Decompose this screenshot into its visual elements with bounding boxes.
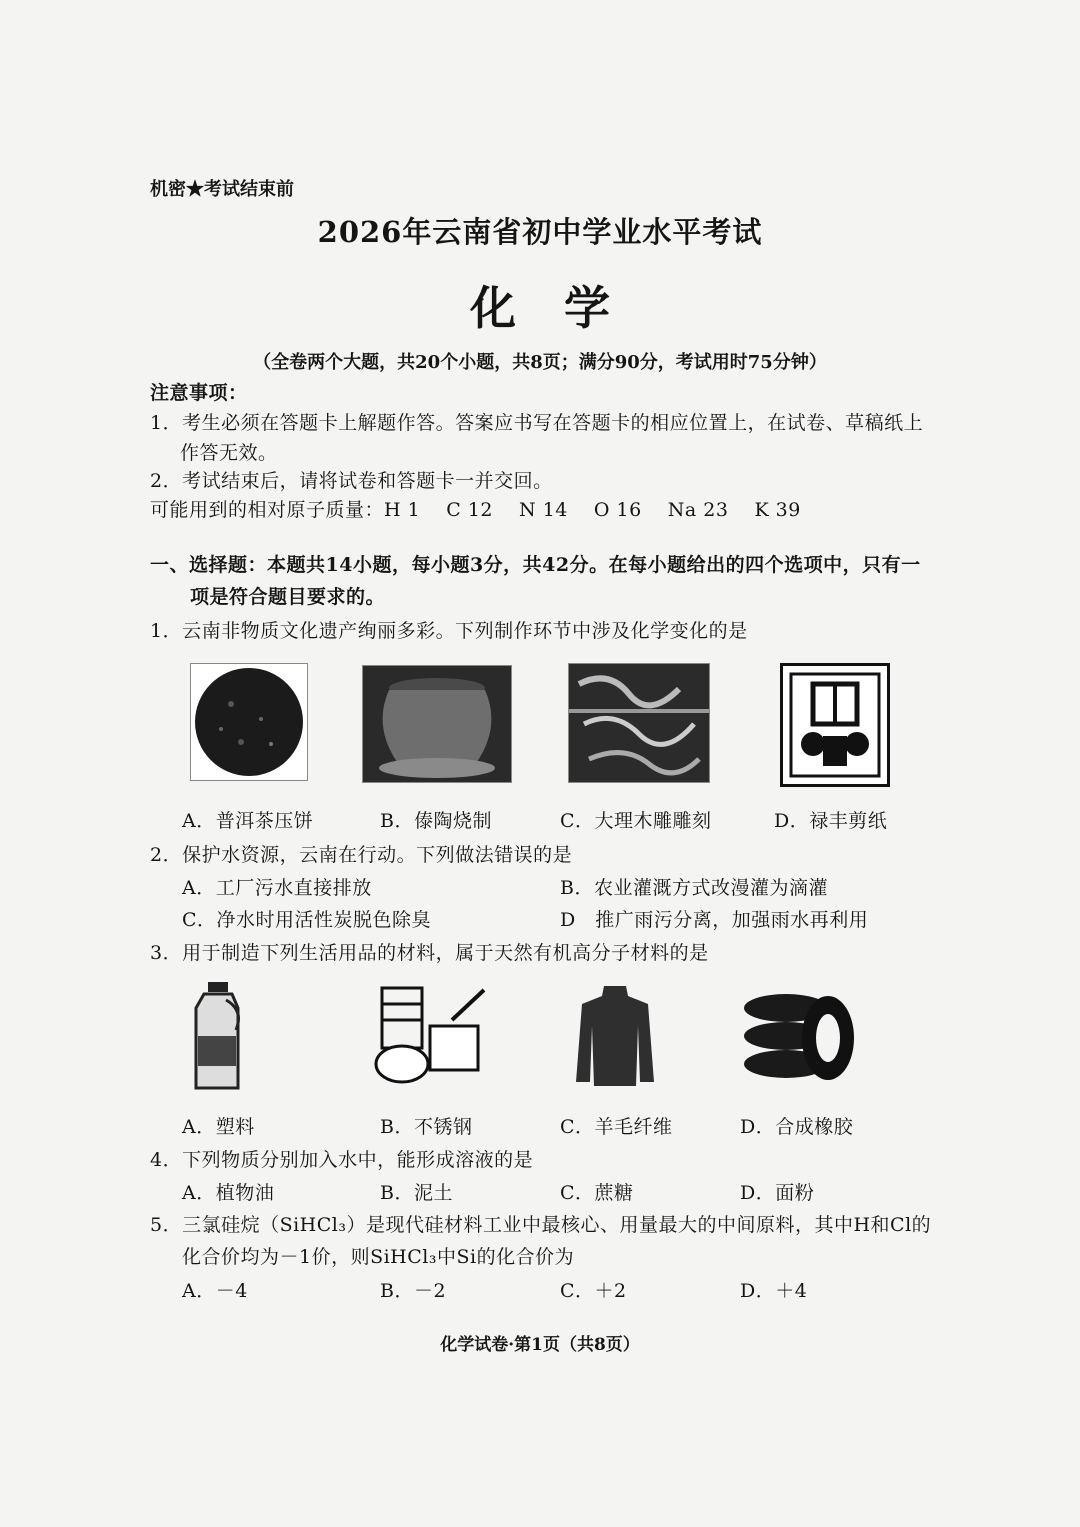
note-item-1: 1．考生必须在答题卡上解题作答。答案应书写在答题卡的相应位置上，在试卷、草稿纸上 bbox=[150, 412, 924, 434]
q1-stem: 1．云南非物质文化遗产绚丽多彩。下列制作环节中涉及化学变化的是 bbox=[150, 620, 748, 642]
q4-stem: 4．下列物质分别加入水中，能形成溶液的是 bbox=[150, 1149, 534, 1171]
q3-option-d: D．合成橡胶 bbox=[740, 1116, 854, 1138]
section-1-heading: 一、选择题：本题共14小题，每小题3分，共42分。在每小题给出的四个选项中，只有一 bbox=[150, 554, 921, 576]
q4-option-c: C．蔗糖 bbox=[560, 1182, 634, 1204]
q2-stem: 2．保护水资源，云南在行动。下列做法错误的是 bbox=[150, 844, 573, 866]
q5-option-b: B．－2 bbox=[380, 1280, 447, 1302]
q1-option-a: A．普洱茶压饼 bbox=[182, 810, 314, 832]
subject-title: 化学 bbox=[470, 281, 658, 335]
q3-option-c: C．羊毛纤维 bbox=[560, 1116, 673, 1138]
paper-cut-icon bbox=[780, 663, 890, 787]
q4-option-b: B．泥土 bbox=[380, 1182, 453, 1204]
q1-option-b: B．傣陶烧制 bbox=[380, 810, 492, 832]
q5-option-c: C．＋2 bbox=[560, 1280, 627, 1302]
exam-title: 2026年云南省初中学业水平考试 bbox=[317, 215, 763, 249]
q2-option-b: B．农业灌溉方式改漫灌为滴灌 bbox=[560, 877, 828, 899]
steel-pots-icon bbox=[372, 980, 488, 1088]
q1-option-c: C．大理木雕雕刻 bbox=[560, 810, 712, 832]
q5-stem: 5．三氯硅烷（SiHCl₃）是现代硅材料工业中最核心、用量最大的中间原料，其中H和Cl的 bbox=[150, 1214, 932, 1236]
q4-option-a: A．植物油 bbox=[182, 1182, 275, 1204]
q5-option-a: A．－4 bbox=[182, 1280, 248, 1302]
dai-pottery-jar-icon bbox=[362, 665, 512, 783]
atomic-masses: 可能用到的相对原子质量：H 1 C 12 N 14 O 16 Na 23 K 39 bbox=[150, 499, 801, 521]
plastic-bottle-icon bbox=[186, 980, 250, 1092]
q5-stem-cont: 化合价均为－1价，则SiHCl₃中Si的化合价为 bbox=[182, 1246, 575, 1268]
q2-option-d: D 推广雨污分离，加强雨水再利用 bbox=[560, 909, 869, 931]
section-1-heading-cont: 项是符合题目要求的。 bbox=[190, 586, 386, 608]
page-footer: 化学试卷·第1页（共8页） bbox=[440, 1335, 640, 1355]
note-item-1-cont: 作答无效。 bbox=[180, 442, 278, 464]
q2-option-c: C．净水时用活性炭脱色除臭 bbox=[182, 909, 432, 931]
wool-sweater-icon bbox=[574, 982, 656, 1088]
q4-option-d: D．面粉 bbox=[740, 1182, 815, 1204]
q2-option-a: A．工厂污水直接排放 bbox=[182, 877, 372, 899]
wood-carving-icon bbox=[568, 663, 710, 783]
notes-heading: 注意事项： bbox=[150, 382, 248, 404]
q3-option-a: A．塑料 bbox=[182, 1116, 255, 1138]
q3-option-b: B．不锈钢 bbox=[380, 1116, 473, 1138]
q3-stem: 3．用于制造下列生活用品的材料，属于天然有机高分子材料的是 bbox=[150, 942, 709, 964]
pu-er-tea-cake-icon bbox=[190, 663, 308, 781]
q1-option-d: D．禄丰剪纸 bbox=[774, 810, 888, 832]
exam-info: （全卷两个大题，共20个小题，共8页；满分90分，考试用时75分钟） bbox=[253, 352, 827, 373]
rubber-tires-icon bbox=[742, 988, 858, 1082]
note-item-2: 2．考试结束后，请将试卷和答题卡一并交回。 bbox=[150, 470, 553, 492]
confidential-label: 机密★考试结束前 bbox=[150, 179, 294, 200]
q5-option-d: D．＋4 bbox=[740, 1280, 808, 1302]
